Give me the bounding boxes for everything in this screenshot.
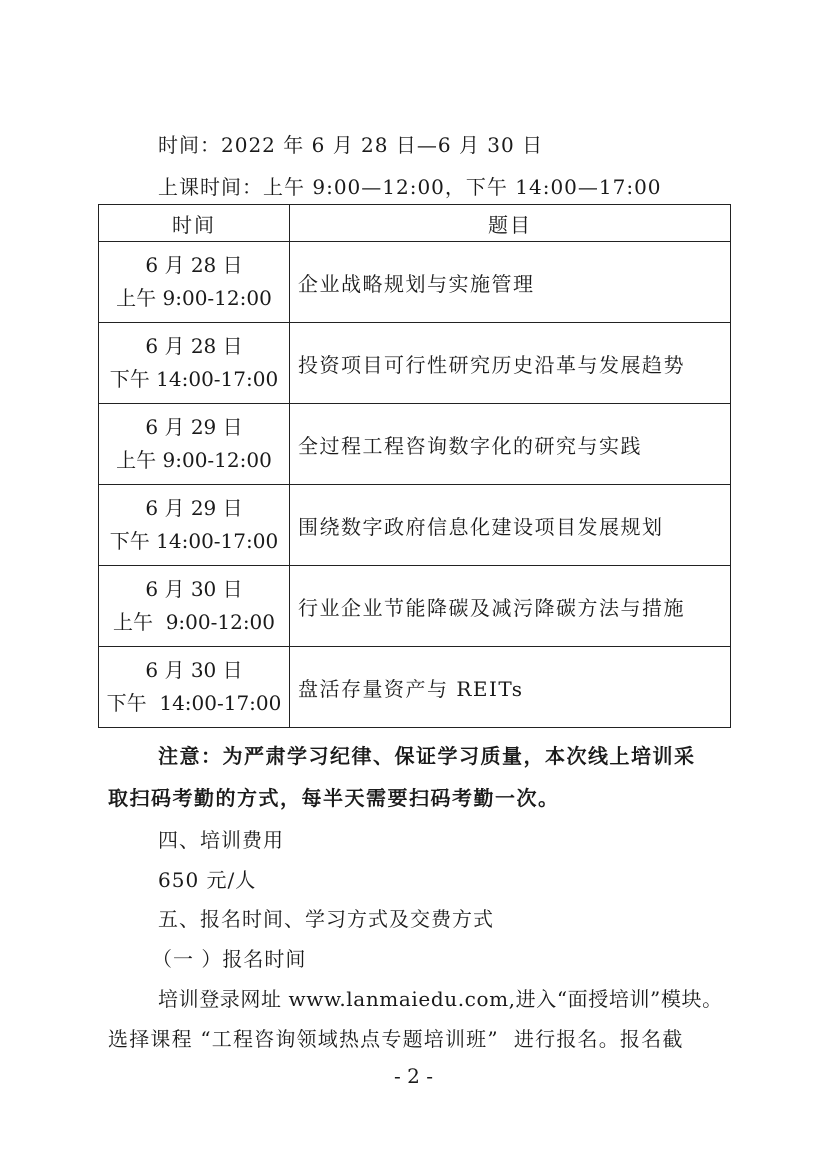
- section-5-title: 五、报名时间、学习方式及交费方式: [158, 907, 494, 931]
- date-text: 6 月 30 日: [145, 577, 243, 601]
- date-text: 6 月 29 日: [145, 496, 243, 520]
- session-text: 上午 9:00-12:00: [112, 610, 276, 634]
- topic-cell: 投资项目可行性研究历史沿革与发展趋势: [290, 323, 731, 404]
- topic-cell: 企业战略规划与实施管理: [290, 242, 731, 323]
- session-text: 上午 9:00-12:00: [116, 448, 272, 472]
- session-text: 下午 14:00-17:00: [109, 367, 279, 391]
- dates-line: 时间：2022 年 6 月 28 日—6 月 30 日: [158, 133, 544, 157]
- table-row: [99, 323, 731, 404]
- topic-cell: 盘活存量资产与 REITs: [290, 647, 731, 728]
- column-header-topic: 题目: [290, 205, 731, 242]
- class-time-line: 上课时间：上午 9:00—12:00，下午 14:00—17:00: [158, 175, 662, 199]
- date-text: 6 月 28 日: [145, 334, 243, 358]
- fee-text: 650 元/人: [158, 868, 257, 892]
- session-text: 下午 14:00-17:00: [106, 691, 282, 715]
- notice-line-2: 取扫码考勤的方式，每半天需要扫码考勤一次。: [108, 786, 560, 810]
- table-header-row: [99, 205, 731, 242]
- paragraph-line-1: 培训登录网址 www.lanmaiedu.com,进入“面授培训”模块。: [158, 987, 723, 1011]
- table-row: [99, 647, 731, 728]
- time-cell: [99, 404, 290, 485]
- time-cell: [99, 242, 290, 323]
- date-text: 6 月 28 日: [145, 253, 243, 277]
- table-row: [99, 566, 731, 647]
- topic-cell: 行业企业节能降碳及减污降碳方法与措施: [290, 566, 731, 647]
- paragraph-line-2: 选择课程 “工程咨询领域热点专题培训班” 进行报名。报名截: [108, 1027, 684, 1051]
- topic-cell: 围绕数字政府信息化建设项目发展规划: [290, 485, 731, 566]
- table-row: [99, 404, 731, 485]
- schedule-table: [98, 204, 731, 728]
- table-row: [99, 242, 731, 323]
- time-cell: [99, 566, 290, 647]
- page-number: - 2 -: [394, 1064, 433, 1088]
- topic-cell: 全过程工程咨询数字化的研究与实践: [290, 404, 731, 485]
- table-row: [99, 485, 731, 566]
- time-cell: [99, 647, 290, 728]
- subsection-1-title: （一 ）报名时间: [152, 947, 307, 971]
- column-header-time: 时间: [99, 205, 290, 242]
- time-cell: [99, 485, 290, 566]
- session-text: 下午 14:00-17:00: [109, 529, 279, 553]
- notice-line-1: 注意：为严肃学习纪律、保证学习质量，本次线上培训采: [158, 744, 696, 768]
- section-4-title: 四、培训费用: [158, 828, 284, 852]
- time-cell: [99, 323, 290, 404]
- date-text: 6 月 30 日: [145, 658, 243, 682]
- date-text: 6 月 29 日: [145, 415, 243, 439]
- session-text: 上午 9:00-12:00: [116, 286, 272, 310]
